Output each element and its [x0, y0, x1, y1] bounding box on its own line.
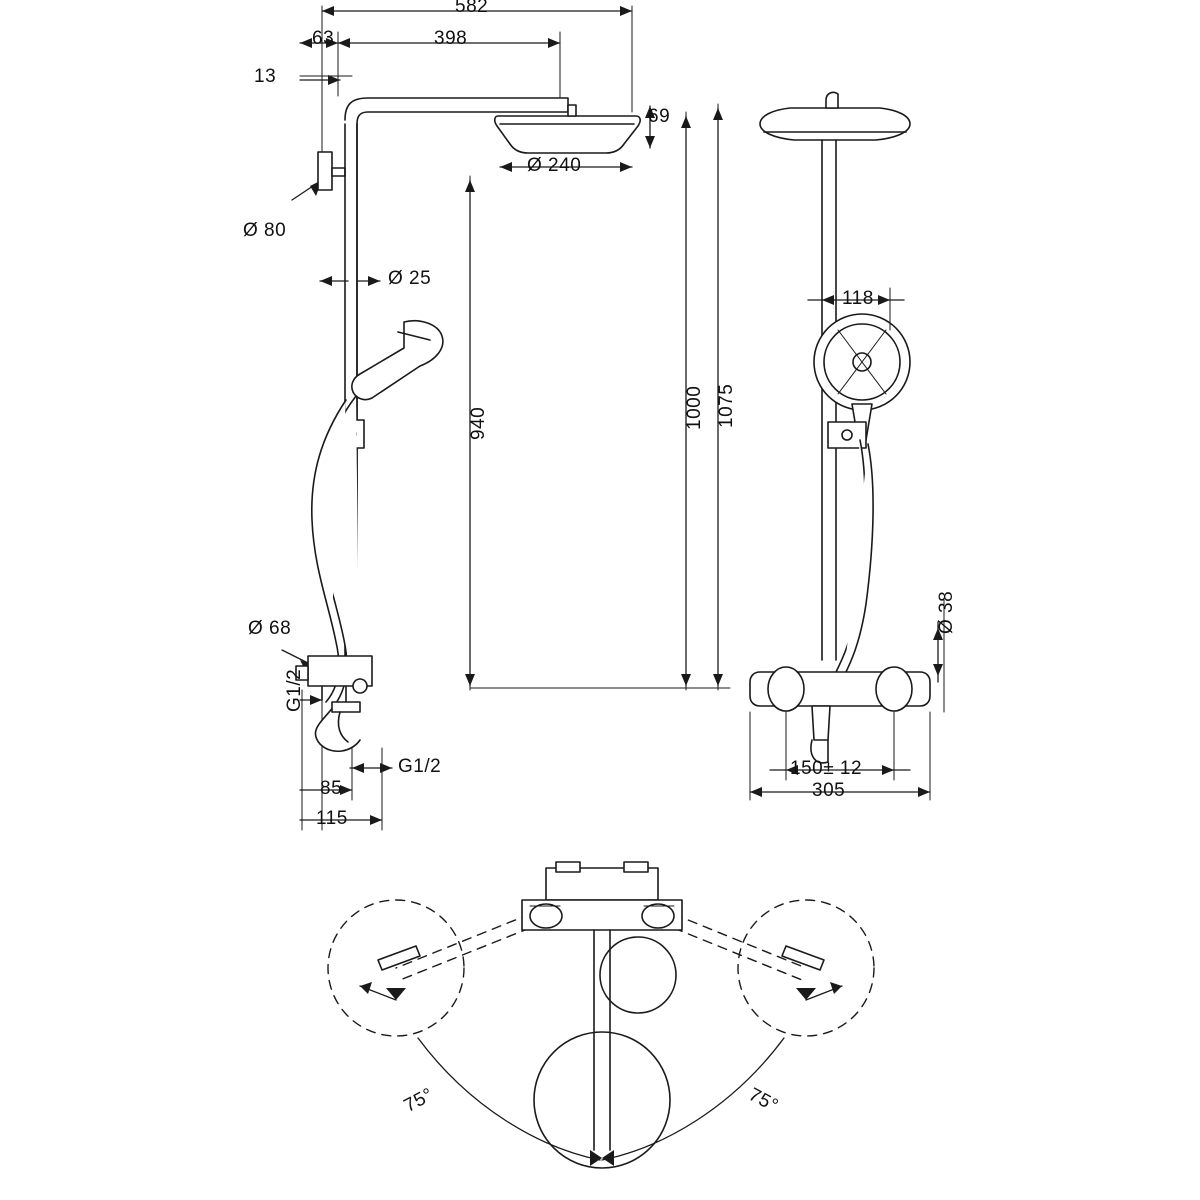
dim-label-overall-width: 582: [455, 0, 489, 17]
dim-label-swivel-left: 75°: [400, 1084, 438, 1117]
dim-label-inlet-thread-right: G1/2: [398, 756, 442, 777]
dim-label-overhead-height: 69: [648, 106, 671, 127]
dim-label-wall-plate-diameter: Ø 80: [243, 220, 287, 241]
dim-label-inlet-thread-left: G1/2: [284, 668, 305, 712]
front-view-geometry: [282, 6, 730, 830]
dim-label-height-1075: 1075: [716, 383, 737, 428]
dim-label-body-width-305: 305: [812, 780, 846, 801]
dim-label-height-1000: 1000: [684, 385, 705, 430]
top-view-geometry: [328, 862, 874, 1168]
dim-label-center-distance: 150± 12: [790, 758, 863, 779]
dim-label-riser-diameter: Ø 25: [388, 268, 432, 289]
dim-label-outlet-115: 115: [316, 808, 348, 829]
dim-label-swivel-right: 75°: [745, 1084, 782, 1117]
dim-label-thermostat-diameter: Ø 68: [248, 618, 292, 639]
dim-label-height-940: 940: [468, 406, 489, 440]
dim-label-wall-bracket-offset: 63: [312, 28, 335, 49]
dim-label-hand-shower-118: 118: [842, 288, 874, 309]
dim-label-overhead-diameter: Ø 240: [527, 155, 582, 176]
dim-label-outlet-85: 85: [320, 778, 343, 799]
dim-label-arm-offset: 398: [434, 28, 468, 49]
side-view-geometry: [750, 92, 944, 800]
dim-label-thermostat-side-diameter: Ø 38: [936, 590, 957, 634]
dim-label-wall-plate-depth: 13: [254, 66, 277, 87]
